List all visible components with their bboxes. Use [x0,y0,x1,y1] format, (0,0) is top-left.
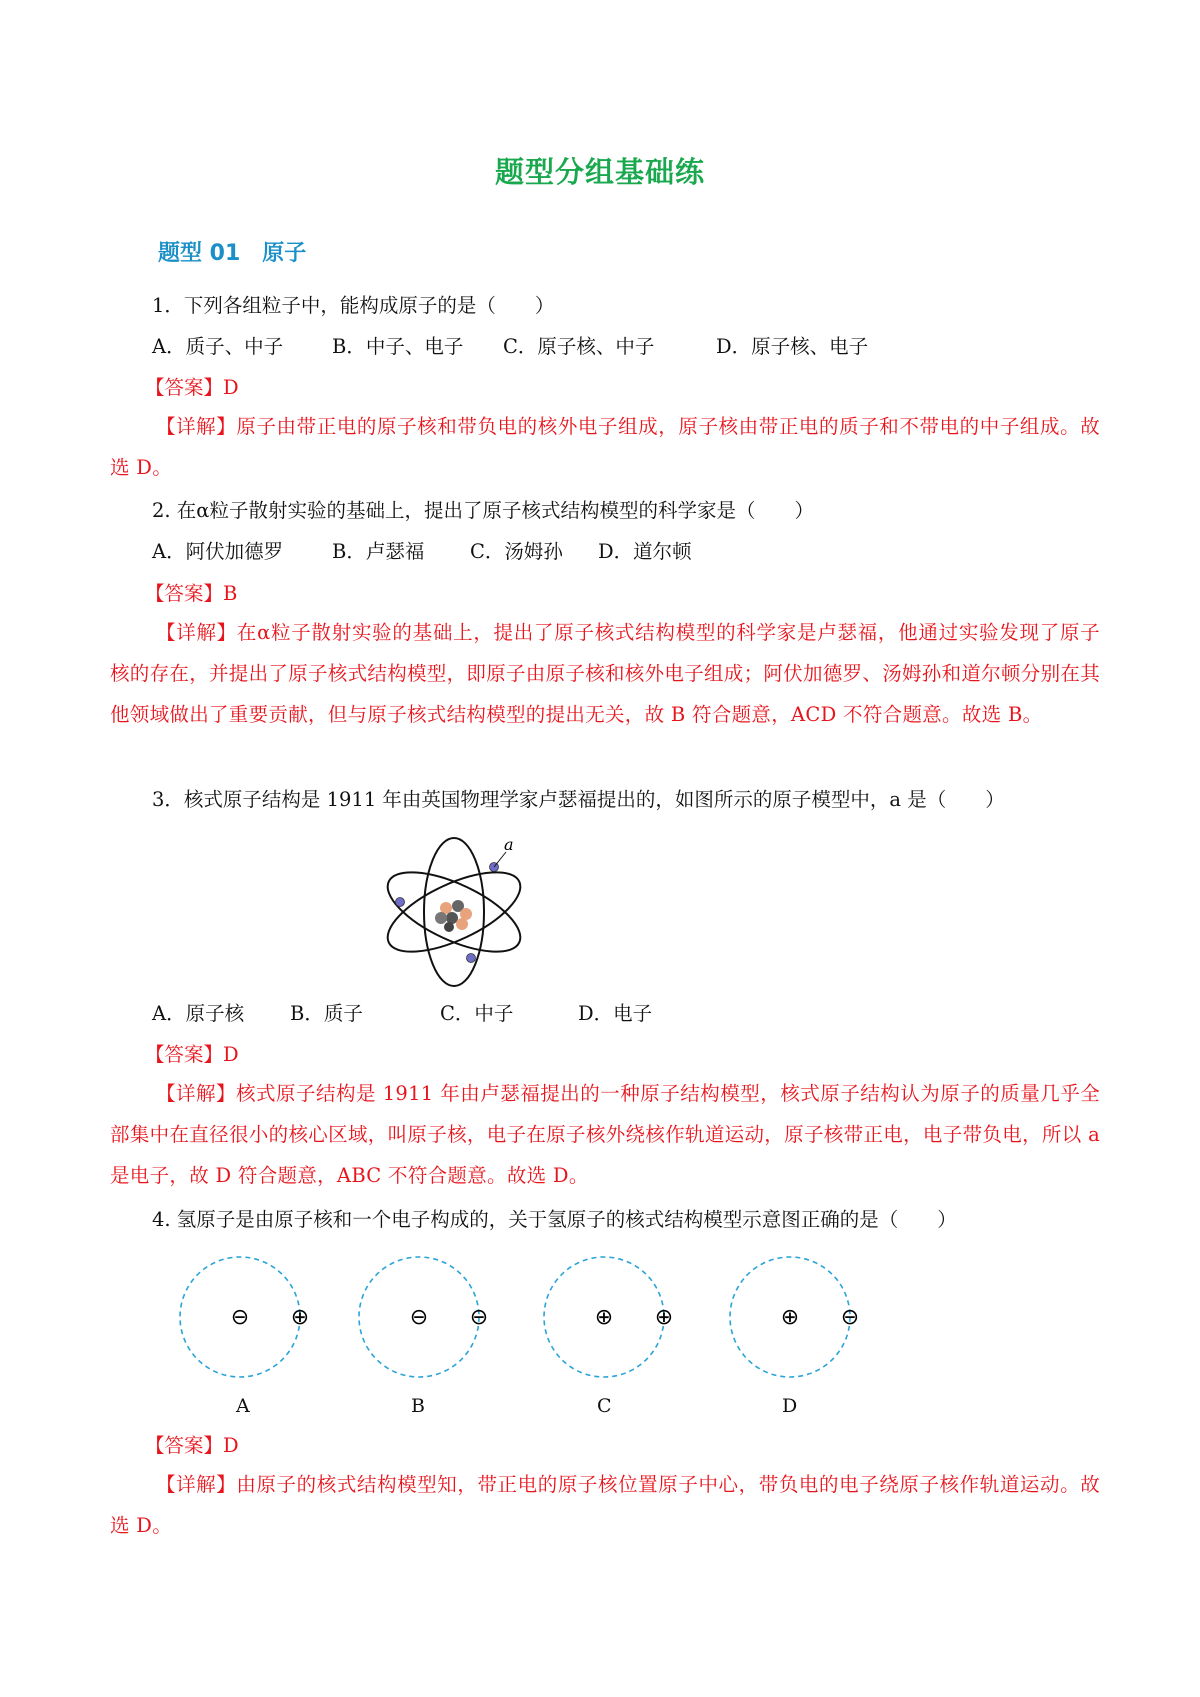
q2-detail: 【详解】在α粒子散射实验的基础上，提出了原子核式结构模型的科学家是卢瑟福，他通过实验发现了原子核的存在，并提出了原子核式结构模型，即原子由原子核和核外电子组成；阿伏加德罗、汤姆孙和道尔顿分别在其他领域做出了重要贡献，但与原子核式结构模型的提出无关，故 B 符合题意，ACD 不符合题意。故选 B。 [110,621,1101,726]
q4-detail: 【详解】由原子的核式结构模型知，带正电的原子核位置原子中心，带负电的电子绕原子核作轨道运动。故选 D。 [110,1473,1100,1537]
q3-option-c: C．中子 [440,1002,514,1025]
atom-model-diagram [386,828,536,988]
hydrogen-model-d [725,1252,875,1386]
q1-answer: 【答案】D [145,376,239,399]
center-charge-icon: ⊖ [230,1305,250,1330]
edge-charge-icon: ⊖ [840,1305,860,1330]
figure-label-A: A [236,1395,250,1417]
q2-stem: 2. 在α粒子散射实验的基础上，提出了原子核式结构模型的科学家是（ ） [152,499,814,522]
orbit-vertical [424,838,484,986]
electron-icon [467,954,476,963]
figure-label-C: C [597,1395,612,1417]
center-charge-icon: ⊖ [409,1305,429,1330]
figure-label-a: a [504,835,514,854]
edge-charge-icon: ⊖ [469,1305,489,1330]
q2-option-a: A．阿伏加德罗 [152,540,284,563]
center-charge-icon: ⊕ [594,1305,614,1330]
q1-option-c: C．原子核、中子 [503,335,655,358]
center-charge-icon: ⊕ [780,1305,800,1330]
hydrogen-model-c [539,1252,689,1386]
nucleus-icon [435,900,472,932]
q1-stem: 1．下列各组粒子中，能构成原子的是（ ） [152,294,555,317]
q2-option-b: B．卢瑟福 [332,540,425,563]
q2-option-c: C．汤姆孙 [470,540,563,563]
atom-model-figure [386,828,536,992]
q3-option-b: B．质子 [290,1002,363,1025]
label-pointer [494,852,506,867]
q3-detail: 【详解】核式原子结构是 1911 年由卢瑟福提出的一种原子结构模型，核式原子结构认为原子的质量几乎全部集中在直径很小的核心区域，叫原子核，电子在原子核外绕核作轨道运动，原子核带正电，电子带负电，所以 a 是电子，故 D 符合题意，ABC 不符合题意。故选 D。 [110,1082,1100,1187]
edge-charge-icon: ⊕ [654,1305,674,1330]
q3-answer: 【答案】D [145,1043,239,1066]
q1-option-b: B．中子、电子 [332,335,464,358]
q1-option-a: A．质子、中子 [152,335,284,358]
q3-option-a: A．原子核 [152,1002,245,1025]
edge-charge-icon: ⊕ [290,1305,310,1330]
q2-option-d: D．道尔顿 [598,540,692,563]
figure-label-D: D [782,1395,798,1417]
q2-answer: 【答案】B [145,582,238,605]
q3-stem: 3．核式原子结构是 1911 年由英国物理学家卢瑟福提出的，如图所示的原子模型中，a 是（ ） [152,788,1005,811]
hydrogen-model-a [175,1252,325,1386]
page-title: 题型分组基础练 [494,155,705,189]
q4-answer: 【答案】D [145,1434,239,1457]
electron-icon [396,898,405,907]
section-heading: 题型 01 原子 [158,241,307,266]
q1-detail: 【详解】原子由带正电的原子核和带负电的核外电子组成，原子核由带正电的质子和不带电的中子组成。故选 D。 [110,415,1100,479]
q1-option-d: D．原子核、电子 [716,335,869,358]
q3-option-d: D．电子 [578,1002,653,1025]
q4-stem: 4. 氢原子是由原子核和一个电子构成的，关于氢原子的核式结构模型示意图正确的是（ ） [152,1208,957,1231]
hydrogen-model-b [354,1252,504,1386]
figure-label-B: B [411,1395,425,1417]
